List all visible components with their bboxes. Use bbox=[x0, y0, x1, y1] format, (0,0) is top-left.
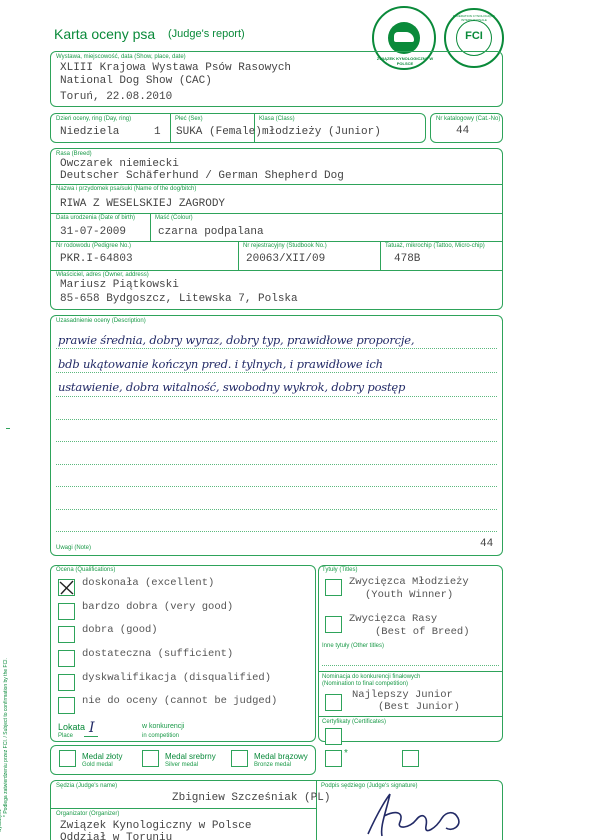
qualification-checkbox-2[interactable] bbox=[58, 626, 75, 643]
other-titles-label: Inne tytuły (Other titles) bbox=[322, 643, 385, 649]
place-label-en: Place bbox=[58, 733, 74, 739]
best-junior-checkbox[interactable] bbox=[325, 694, 342, 711]
certificate-star: * bbox=[344, 748, 348, 759]
show-line-2: National Dog Show (CAC) bbox=[60, 75, 212, 87]
class-label: Klasa (Class) bbox=[259, 116, 295, 122]
best-of-breed-checkbox[interactable] bbox=[325, 616, 342, 633]
class-value: młodzieży (Junior) bbox=[262, 126, 381, 138]
bronze-medal-checkbox[interactable] bbox=[231, 750, 248, 767]
sex-label: Płeć (Sex) bbox=[175, 116, 203, 122]
pedigree-label: Nr rodowodu (Pedigree No.) bbox=[56, 243, 132, 249]
breed-label: Rasa (Breed) bbox=[56, 151, 92, 157]
pedigree-value: PKR.I-64803 bbox=[60, 253, 133, 265]
dog-name-label: Nazwa i przydomek psa/suki (Name of the dog/bitch) bbox=[56, 186, 197, 192]
qualification-checkbox-0[interactable] bbox=[58, 579, 75, 596]
dog-name: RIWA Z WESELSKIEJ ZAGRODY bbox=[60, 198, 226, 210]
description-line-1: prawie średnia, dobry wyraz, dobry typ, prawidłowe proporcje, bbox=[58, 333, 415, 347]
gold-medal-label-en: Gold medal bbox=[82, 762, 113, 768]
competition-label: w konkurencji bbox=[142, 723, 185, 730]
qualifications-label: Ocena (Qualifications) bbox=[56, 567, 116, 573]
breed-line-2: Deutscher Schäferhund / German Shepherd Dog bbox=[60, 170, 344, 182]
place-value: I bbox=[89, 720, 95, 736]
dob-value: 31-07-2009 bbox=[60, 226, 127, 238]
tattoo-value: 478B bbox=[394, 253, 421, 265]
bronze-medal-label: Medal brązowy bbox=[254, 752, 308, 761]
organizer-label: Organizator (Organizer) bbox=[56, 811, 120, 817]
qualification-label-0: doskonała (excellent) bbox=[82, 577, 215, 589]
bronze-medal-label-en: Bronze medal bbox=[254, 762, 292, 768]
signature-label: Podpis sędziego (Judge's signature) bbox=[321, 783, 418, 789]
qualification-checkbox-3[interactable] bbox=[58, 650, 75, 667]
sex-value: SUKA (Female) bbox=[176, 126, 262, 138]
judge-signature bbox=[350, 782, 480, 840]
organizer-line-2: Oddział w Toruniu bbox=[60, 832, 173, 840]
show-line-1: XLIII Krajowa Wystawa Psów Rasowych bbox=[60, 62, 292, 74]
gold-medal-label: Medal złoty bbox=[82, 752, 123, 761]
youth-winner-label: Zwycięzca Młodzieży bbox=[349, 576, 469, 588]
page-subtitle: (Judge's report) bbox=[168, 28, 245, 40]
titles-label: Tytuły (Titles) bbox=[322, 567, 358, 573]
show-label: Wystawa, miejscowość, data (Show, place, date) bbox=[56, 54, 186, 60]
competition-label-en: in competition bbox=[142, 733, 180, 739]
organizer-line-1: Związek Kynologiczny w Polsce bbox=[60, 820, 252, 832]
judge-name: Zbigniew Szcześniak (PL) bbox=[172, 792, 331, 804]
day-label: Dzień oceny, ring (Day, ring) bbox=[56, 116, 132, 122]
breed-line-1: Owczarek niemiecki bbox=[60, 158, 179, 170]
remarks-number: 44 bbox=[480, 538, 494, 550]
dob-label: Data urodzenia (Date of birth) bbox=[56, 215, 136, 221]
silver-medal-label: Medal srebrny bbox=[165, 752, 216, 761]
nomination-label-en: (Nomination to final competition) bbox=[322, 681, 409, 687]
description-line-2: bdb ukątowanie kończyn pred. i tylnych, i prawidłowe ich bbox=[58, 357, 383, 371]
fci-logo: FCI FÉDÉRATION CYNOLOGIQUE INTERNATIONALE bbox=[444, 8, 504, 68]
qualification-label-4: dyskwalifikacja (disqualified) bbox=[82, 672, 272, 684]
qualification-label-1: bardzo dobra (very good) bbox=[82, 601, 234, 613]
certificate-checkbox-3[interactable] bbox=[402, 750, 419, 767]
qualification-label-5: nie do oceny (cannot be judged) bbox=[82, 695, 278, 707]
nomination-label: Nominacja do konkurencji finałowych bbox=[322, 674, 421, 680]
gold-medal-checkbox[interactable] bbox=[59, 750, 76, 767]
qualification-label-3: dostateczna (sufficient) bbox=[82, 648, 234, 660]
description-label: Uzasadnienie oceny (Description) bbox=[56, 318, 146, 324]
silver-medal-label-en: Silver medal bbox=[165, 762, 199, 768]
best-junior-label: Najlepszy Junior bbox=[352, 689, 453, 701]
best-of-breed-label: Zwycięzca Rasy bbox=[349, 613, 438, 625]
certificate-checkbox-2[interactable] bbox=[325, 750, 342, 767]
silver-medal-checkbox[interactable] bbox=[142, 750, 159, 767]
certificates-label: Certyfikaty (Certificates) bbox=[322, 719, 387, 725]
check-mark-icon bbox=[58, 579, 75, 596]
fold-mark bbox=[6, 428, 10, 429]
owner-label: Właściciel, adres (Owner, address) bbox=[56, 272, 149, 278]
cat-value: 44 bbox=[456, 125, 470, 137]
fci-side-note: * Podlega zatwierdzeniu przez FCI. / Subject to confirmation by the FCI. bbox=[3, 658, 9, 817]
judge-name-label: Sędzia (Judge's name) bbox=[56, 783, 118, 789]
remarks-label: Uwagi (Note) bbox=[56, 545, 92, 551]
zkwp-logo: ZWIĄZEK KYNOLOGICZNY W POLSCE bbox=[372, 6, 436, 70]
studbook-label: Nr rejestracyjny (Studbook No.) bbox=[243, 243, 327, 249]
day-value: Niedziela bbox=[60, 126, 120, 138]
qualification-label-2: dobra (good) bbox=[82, 624, 158, 636]
cat-label: Nr katalogowy (Cat.-No) bbox=[436, 116, 501, 122]
certificate-checkbox-1[interactable] bbox=[325, 728, 342, 745]
qualification-checkbox-1[interactable] bbox=[58, 603, 75, 620]
place-label: Lokata bbox=[58, 722, 86, 732]
youth-winner-checkbox[interactable] bbox=[325, 579, 342, 596]
side-code bbox=[0, 809, 2, 832]
page-title: Karta oceny psa bbox=[54, 26, 156, 42]
youth-winner-label-en: (Youth Winner) bbox=[365, 589, 454, 601]
best-of-breed-label-en: (Best of Breed) bbox=[375, 626, 470, 638]
owner-line-1: Mariusz Piątkowski bbox=[60, 279, 179, 291]
description-line-3: ustawienie, dobra witalność, swobodny wykrok, dobry postęp bbox=[58, 380, 406, 394]
qualification-checkbox-5[interactable] bbox=[58, 697, 75, 714]
tattoo-label: Tatuaż, mikrochip (Tattoo, Micro-chip) bbox=[385, 243, 485, 249]
show-line-3: Toruń, 22.08.2010 bbox=[60, 91, 173, 103]
owner-line-2: 85-658 Bydgoszcz, Litewska 7, Polska bbox=[60, 293, 298, 305]
studbook-value: 20063/XII/09 bbox=[246, 253, 326, 265]
colour-label: Maść (Colour) bbox=[155, 215, 193, 221]
colour-value: czarna podpalana bbox=[158, 226, 264, 238]
qualification-checkbox-4[interactable] bbox=[58, 674, 75, 691]
ring-value: 1 bbox=[154, 126, 161, 138]
description-section bbox=[50, 315, 503, 556]
best-junior-label-en: (Best Junior) bbox=[378, 701, 460, 713]
